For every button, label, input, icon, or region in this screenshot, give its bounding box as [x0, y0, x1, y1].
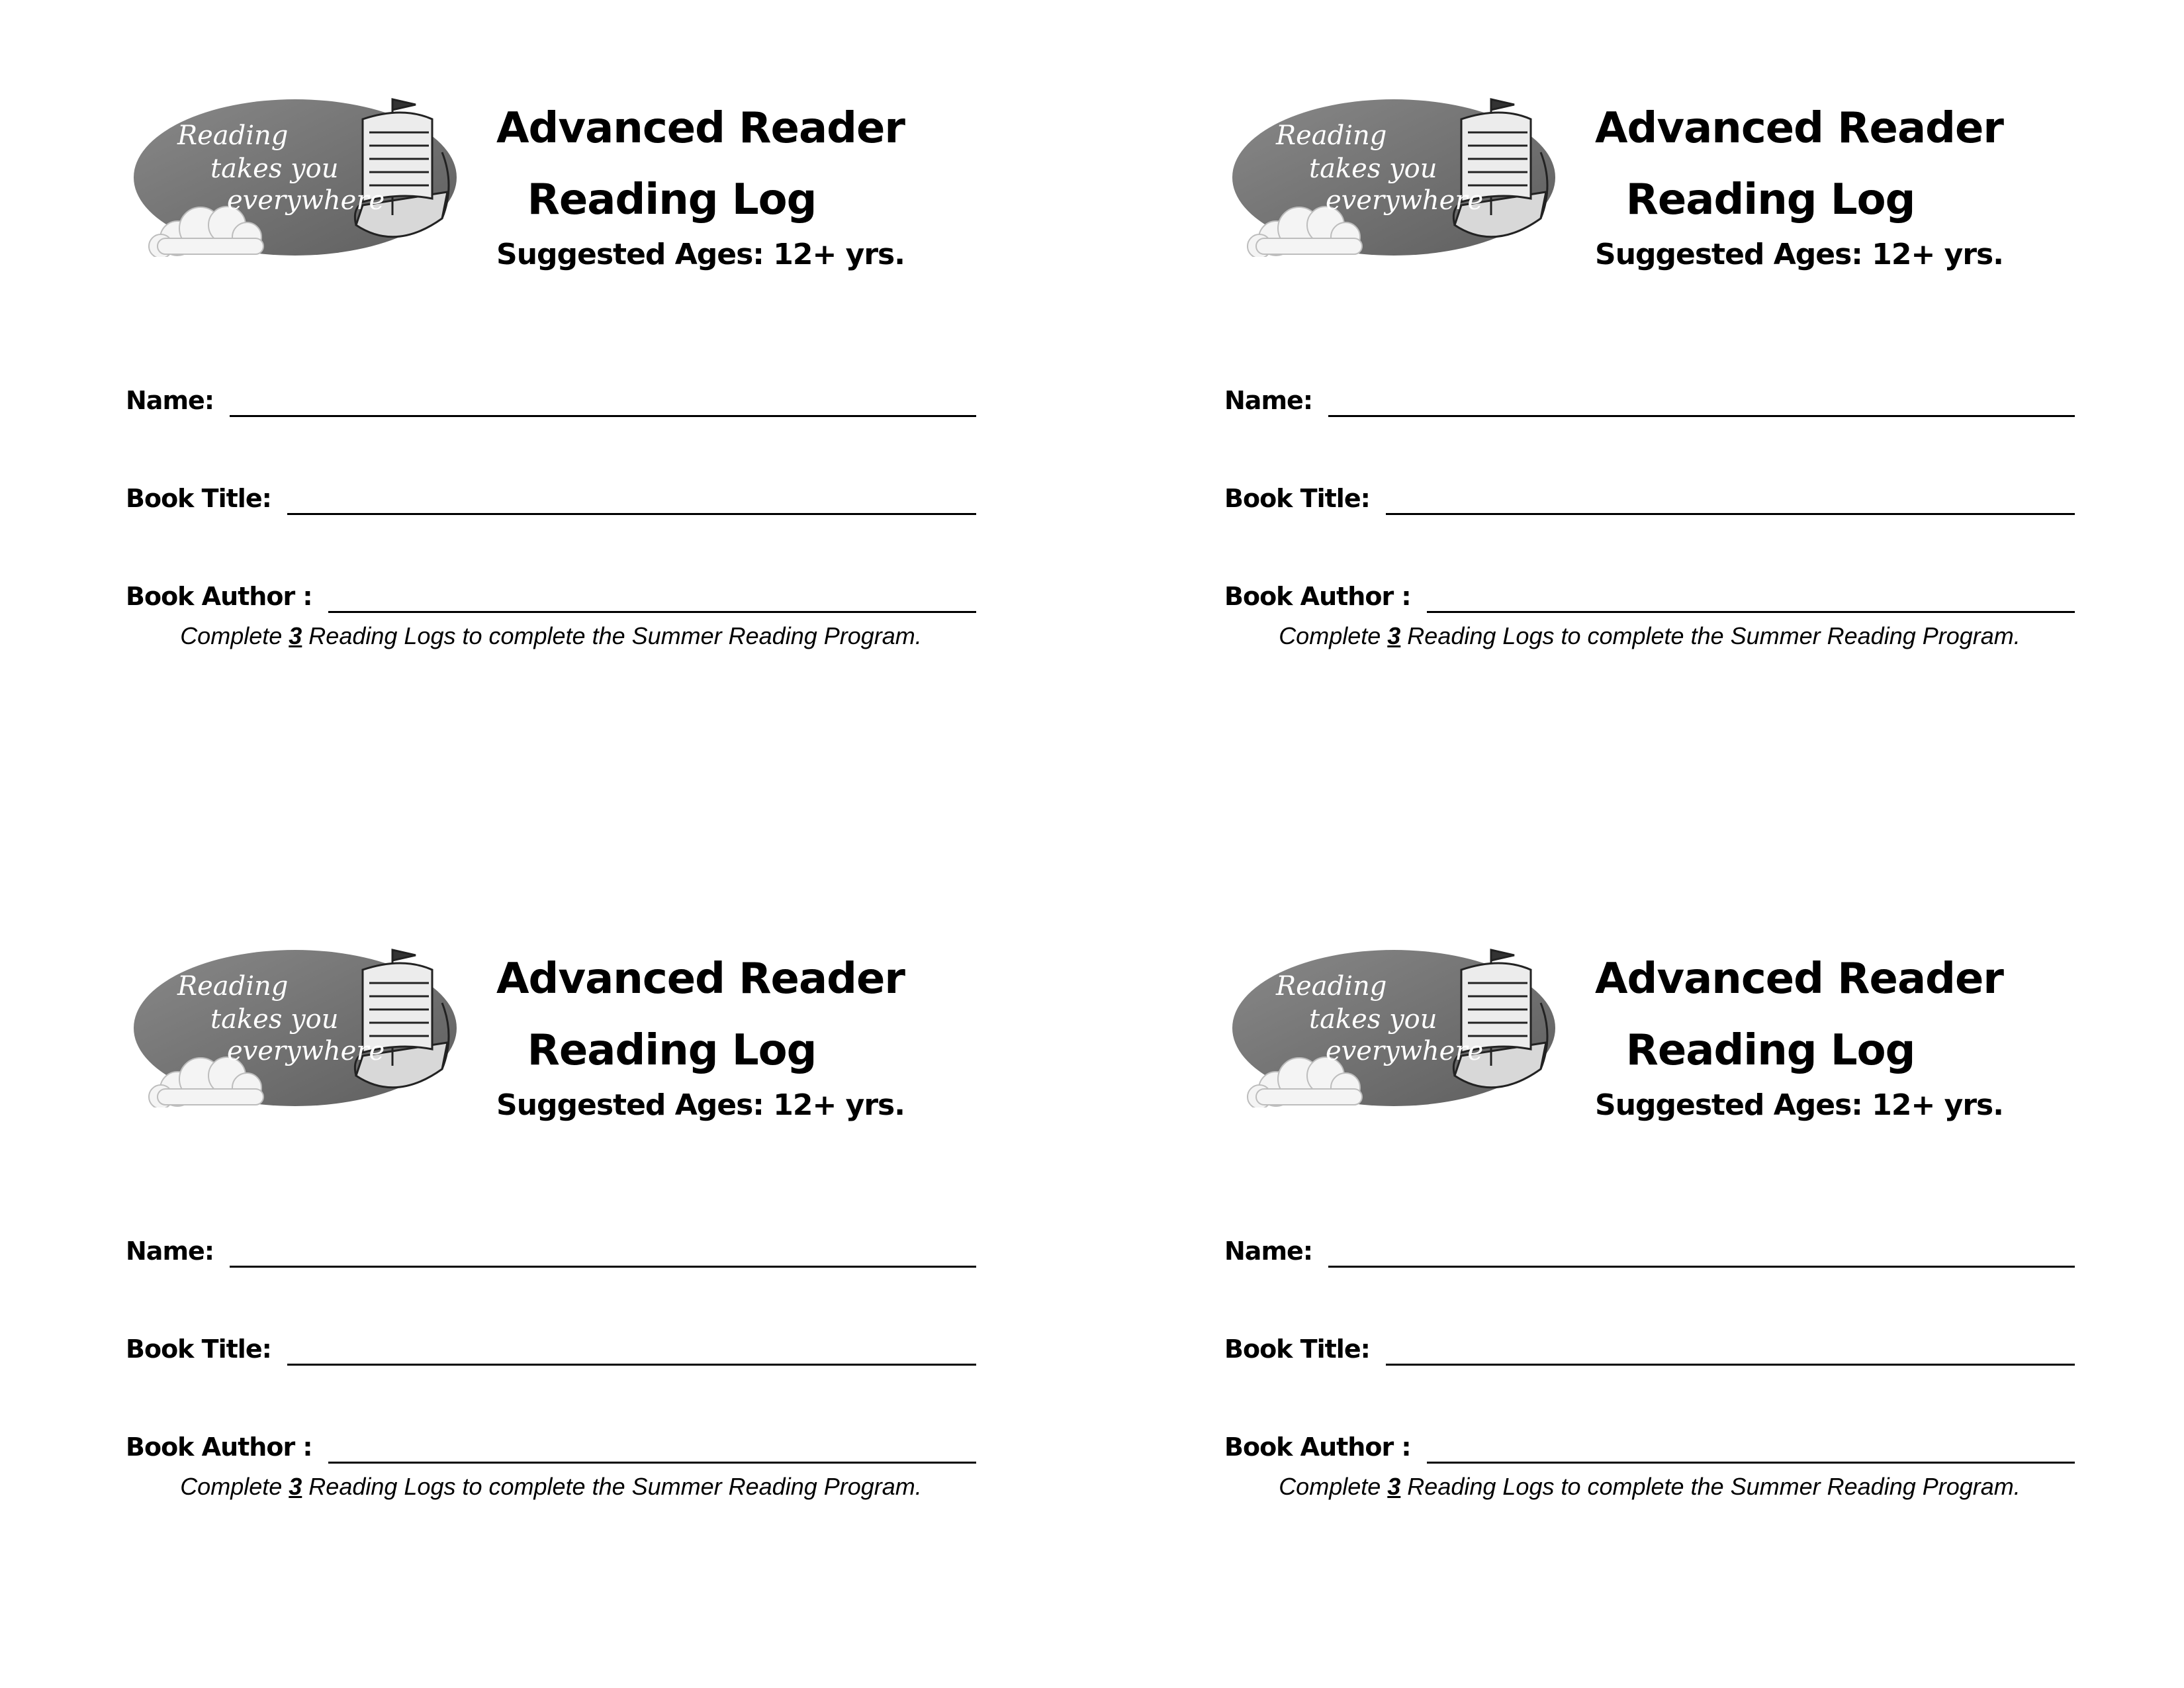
name-entry-line[interactable]	[1328, 1235, 2075, 1268]
book-author-field	[1224, 1424, 2075, 1464]
note-before: Complete	[180, 622, 289, 649]
reading-logo-image	[1230, 93, 1558, 257]
note-count: 3	[289, 622, 302, 649]
card-title-line-1: Advanced Reader	[1595, 104, 2003, 153]
completion-note	[126, 1473, 976, 1501]
name-label: Name:	[126, 1237, 214, 1266]
name-field	[1224, 377, 2075, 417]
name-label: Name:	[1224, 1237, 1313, 1266]
reading-log-card-bottom-left	[126, 943, 1052, 1671]
book-author-label: Book Author :	[1224, 1432, 1411, 1462]
completion-note	[1224, 1473, 2075, 1501]
book-author-field	[1224, 573, 2075, 613]
suggested-ages: Suggested Ages: 12+ yrs.	[1595, 1088, 2003, 1122]
svg-text:everywhere: everywhere	[227, 185, 385, 216]
svg-text:Reading: Reading	[1276, 120, 1387, 151]
note-before: Complete	[1279, 622, 1388, 649]
card-title-line-2: Reading Log	[1625, 1026, 1915, 1075]
note-after: Reading Logs to complete the Summer Reading Program.	[1400, 622, 2021, 649]
svg-text:takes you: takes you	[1309, 1004, 1437, 1035]
reading-logo-image	[131, 93, 459, 257]
card-title-line-2: Reading Log	[527, 1026, 817, 1075]
note-after: Reading Logs to complete the Summer Reading Program.	[302, 622, 922, 649]
title-block	[1595, 943, 2003, 1129]
name-label: Name:	[126, 386, 214, 415]
reading-log-card-top-left	[126, 93, 1052, 821]
book-author-label: Book Author :	[126, 1432, 312, 1462]
svg-text:everywhere: everywhere	[1326, 185, 1484, 216]
note-before: Complete	[180, 1473, 289, 1500]
book-title-entry-line[interactable]	[287, 483, 976, 515]
card-title-line-2: Reading Log	[1625, 175, 1915, 224]
note-before: Complete	[1279, 1473, 1388, 1500]
svg-text:takes you: takes you	[210, 1004, 339, 1035]
svg-text:Reading: Reading	[177, 120, 289, 151]
book-title-entry-line[interactable]	[287, 1333, 976, 1366]
name-field	[1224, 1228, 2075, 1268]
name-entry-line[interactable]	[1328, 385, 2075, 417]
book-title-label: Book Title:	[1224, 1335, 1370, 1364]
book-author-label: Book Author :	[1224, 582, 1411, 611]
svg-text:takes you: takes you	[210, 154, 339, 184]
book-author-entry-line[interactable]	[328, 1431, 976, 1464]
card-title-line-1: Advanced Reader	[496, 104, 905, 153]
suggested-ages: Suggested Ages: 12+ yrs.	[1595, 238, 2003, 271]
book-author-entry-line[interactable]	[328, 581, 976, 613]
book-author-field	[126, 1424, 976, 1464]
title-block	[1595, 93, 2003, 278]
note-count: 3	[1387, 622, 1401, 649]
book-title-entry-line[interactable]	[1386, 483, 2075, 515]
book-author-entry-line[interactable]	[1427, 581, 2075, 613]
book-author-field	[126, 573, 976, 613]
book-author-label: Book Author :	[126, 582, 312, 611]
reading-log-card-top-right	[1224, 93, 2151, 821]
name-entry-line[interactable]	[230, 385, 976, 417]
book-title-entry-line[interactable]	[1386, 1333, 2075, 1366]
book-title-field	[1224, 1326, 2075, 1366]
suggested-ages: Suggested Ages: 12+ yrs.	[496, 238, 905, 271]
note-count: 3	[289, 1473, 302, 1500]
book-author-entry-line[interactable]	[1427, 1431, 2075, 1464]
card-title-line-2: Reading Log	[527, 175, 817, 224]
note-after: Reading Logs to complete the Summer Reading Program.	[1400, 1473, 2021, 1500]
svg-text:takes you: takes you	[1309, 154, 1437, 184]
svg-text:Reading: Reading	[177, 971, 289, 1002]
card-title-line-1: Advanced Reader	[1595, 955, 2003, 1004]
completion-note	[1224, 622, 2075, 650]
reading-logo-image	[1230, 943, 1558, 1107]
title-block	[496, 943, 905, 1129]
svg-text:Reading: Reading	[1276, 971, 1387, 1002]
note-after: Reading Logs to complete the Summer Reading Program.	[302, 1473, 922, 1500]
note-count: 3	[1387, 1473, 1401, 1500]
book-title-label: Book Title:	[1224, 484, 1370, 513]
name-field	[126, 377, 976, 417]
title-block	[496, 93, 905, 278]
name-field	[126, 1228, 976, 1268]
name-label: Name:	[1224, 386, 1313, 415]
book-title-field	[126, 1326, 976, 1366]
book-title-field	[126, 475, 976, 515]
completion-note	[126, 622, 976, 650]
book-title-label: Book Title:	[126, 1335, 271, 1364]
reading-logo-image	[131, 943, 459, 1107]
svg-text:everywhere: everywhere	[1326, 1036, 1484, 1066]
reading-log-card-bottom-right	[1224, 943, 2151, 1671]
svg-text:everywhere: everywhere	[227, 1036, 385, 1066]
book-title-field	[1224, 475, 2075, 515]
card-title-line-1: Advanced Reader	[496, 955, 905, 1004]
book-title-label: Book Title:	[126, 484, 271, 513]
name-entry-line[interactable]	[230, 1235, 976, 1268]
suggested-ages: Suggested Ages: 12+ yrs.	[496, 1088, 905, 1122]
